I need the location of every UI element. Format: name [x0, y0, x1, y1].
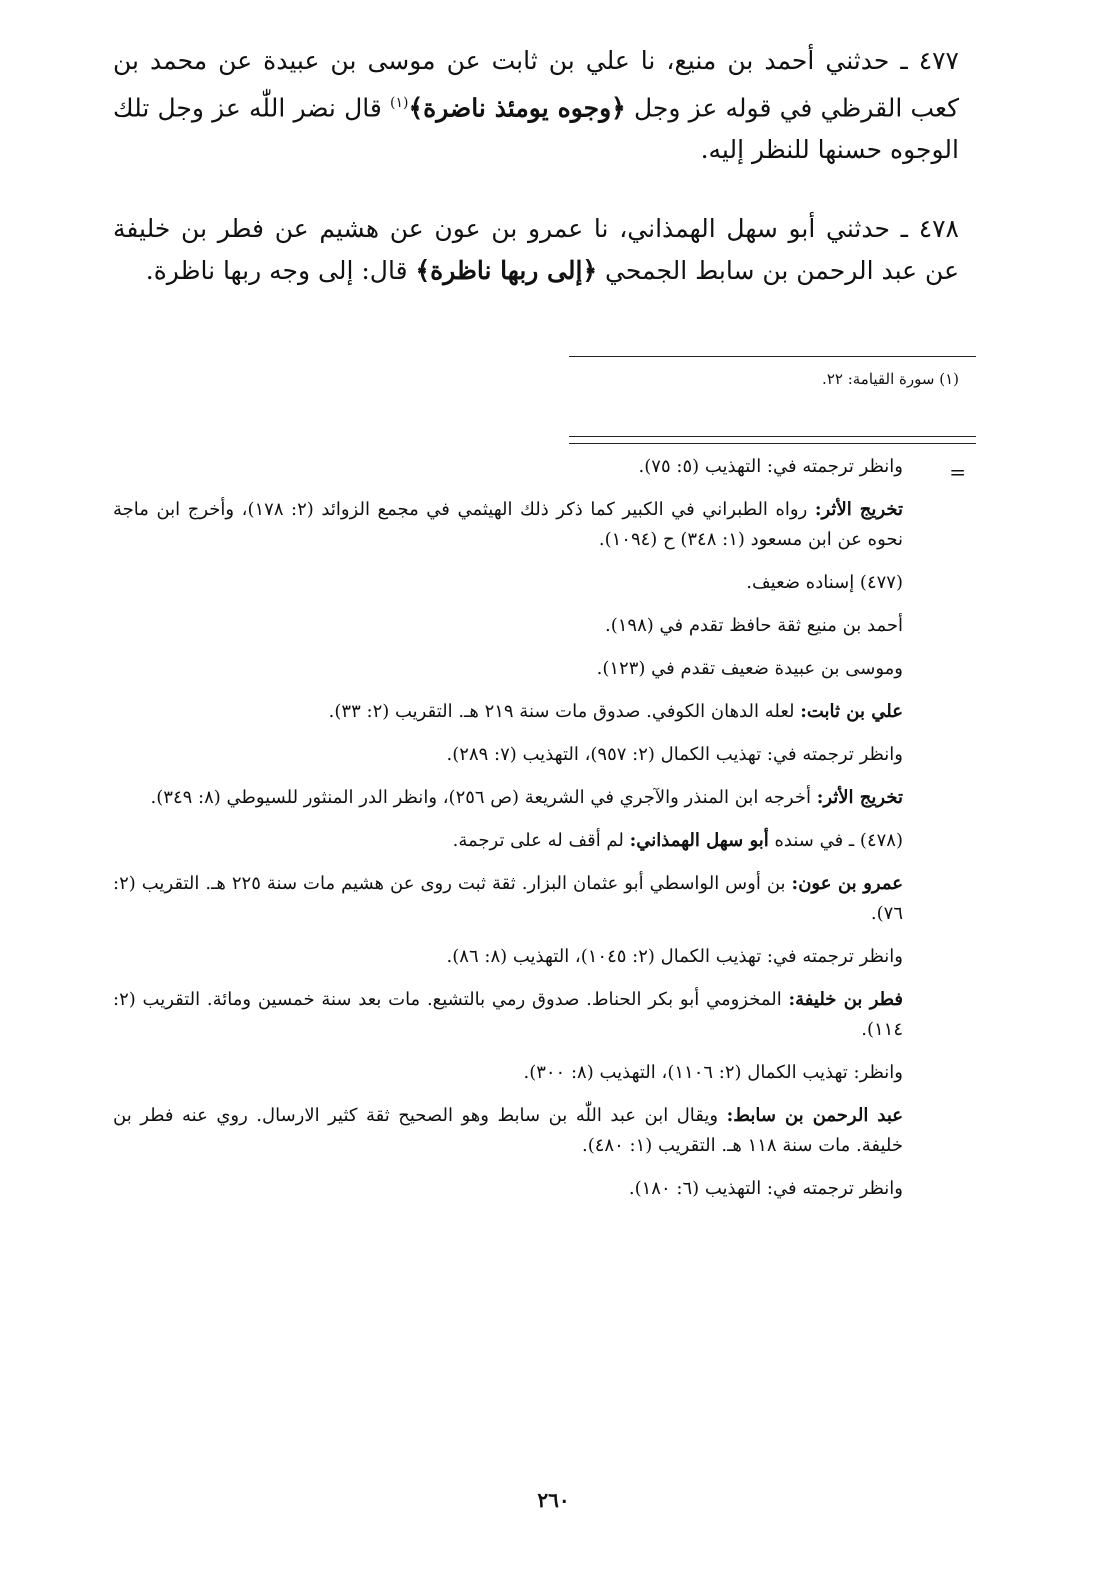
hadith-478 [113, 208, 959, 292]
quran-quote: ﴿إلى ربها ناظرة﴾ [415, 256, 598, 285]
hadith-number: ٤٧٧ [918, 46, 959, 75]
note-text: المخزومي أبو بكر الحناط. صدوق رمي بالتشيع. مات بعد سنة خمسين ومائة. التقريب (٢: ١١٤). [113, 989, 903, 1040]
note [113, 783, 959, 813]
note: وانظر: تهذيب الكمال (٢: ١١٠٦)، التهذيب (٨: ٣٠٠). [523, 1062, 903, 1083]
note-label: علي بن ثابت: [800, 701, 903, 722]
continuation-mark: = [949, 460, 966, 484]
footnote: (١) سورة القيامة: ٢٢. [822, 370, 959, 388]
hadith-text: قال نضر اللّٰه عز وجل تلك الوجوه حسنها للنظر إليه. [113, 93, 959, 165]
note-label: فطر بن خليفة: [788, 989, 904, 1010]
hadith-477 [113, 40, 959, 171]
page-number: ٢٦٠ [537, 1488, 570, 1512]
hadith-number: ٤٧٨ [918, 214, 959, 243]
note-label: تخريج الأثر: [816, 787, 903, 808]
hadith-text: قال: إلى وجه ربها ناظرة. [145, 256, 416, 285]
note: وانظر ترجمته في: التهذيب (٦: ١٨٠). [628, 1178, 903, 1199]
note-text: (٤٧٨) ـ في سنده [768, 830, 903, 851]
note-text: بن أوس الواسطي أبو عثمان البزار. ثقة ثبت روى عن هشيم مات سنة ٢٢٥ هـ. التقريب (٢: ٧٦). [113, 873, 903, 924]
note-label: عمرو بن عون: [791, 873, 903, 894]
note: (٤٧٧) إسناده ضعيف. [746, 572, 903, 593]
note-label: تخريج الأثر: [814, 499, 903, 520]
note-text: ويقال ابن عبد اللّٰه بن سابط وهو الصحيح ثقة كثير الارسال. روي عنه فطر بن خليفة. مات سنة ١١٨ هـ. التقريب (١: ٤٨٠). [113, 1105, 903, 1156]
notes-divider [569, 436, 976, 437]
note-label: أبو سهل الهمذاني: [629, 830, 769, 851]
note-text: رواه الطبراني في الكبير كما ذكر ذلك الهيثمي في مجمع الزوائد (٢: ١٧٨)، وأخرج ابن ماجة نحوه عن ابن مسعود (١: ٣٤٨) ح (١٠٩٤). [113, 499, 903, 550]
quran-quote: ﴿وجوه يومئذ ناضرة﴾ [408, 93, 626, 123]
commentary-notes [113, 452, 959, 1217]
note-text: أخرجه ابن المنذر والآجري في الشريعة (ص ٢٥٦)، وانظر الدر المنثور للسيوطي (٨: ٣٤٩). [150, 787, 817, 808]
note [113, 495, 959, 555]
note-label: عبد الرحمن بن سابط: [726, 1105, 903, 1126]
note-text: لعله الدهان الكوفي. صدوق مات سنة ٢١٩ هـ. التقريب (٢: ٣٣). [328, 701, 801, 722]
note: وانظر ترجمته في: التهذيب (٥: ٧٥). [638, 456, 903, 477]
note-text: لم أقف له على ترجمة. [452, 830, 630, 851]
footnote-marker: (١) [389, 95, 409, 111]
footnote-divider [569, 356, 976, 357]
note [113, 869, 959, 929]
note [113, 985, 959, 1045]
note [113, 697, 959, 727]
note: وموسى بن عبيدة ضعيف تقدم في (١٢٣). [596, 658, 903, 679]
note: أحمد بن منيع ثقة حافظ تقدم في (١٩٨). [604, 615, 903, 636]
note [113, 1101, 959, 1161]
note [113, 826, 959, 856]
note: وانظر ترجمته في: تهذيب الكمال (٢: ٩٥٧)، التهذيب (٧: ٢٨٩). [446, 744, 903, 765]
note: وانظر ترجمته في: تهذيب الكمال (٢: ١٠٤٥)، التهذيب (٨: ٨٦). [446, 946, 903, 967]
hadith-text: ـ حدثني أبو سهل الهمذاني، نا عمرو بن عون عن هشيم عن فطر بن خليفة عن عبد الرحمن بن سابط الجمحي [113, 214, 959, 285]
notes-divider [569, 443, 976, 444]
hadith-text: ـ حدثني أحمد بن منيع، نا علي بن ثابت عن موسى بن عبيدة عن محمد بن كعب القرظي في قوله عز وجل [113, 46, 959, 123]
